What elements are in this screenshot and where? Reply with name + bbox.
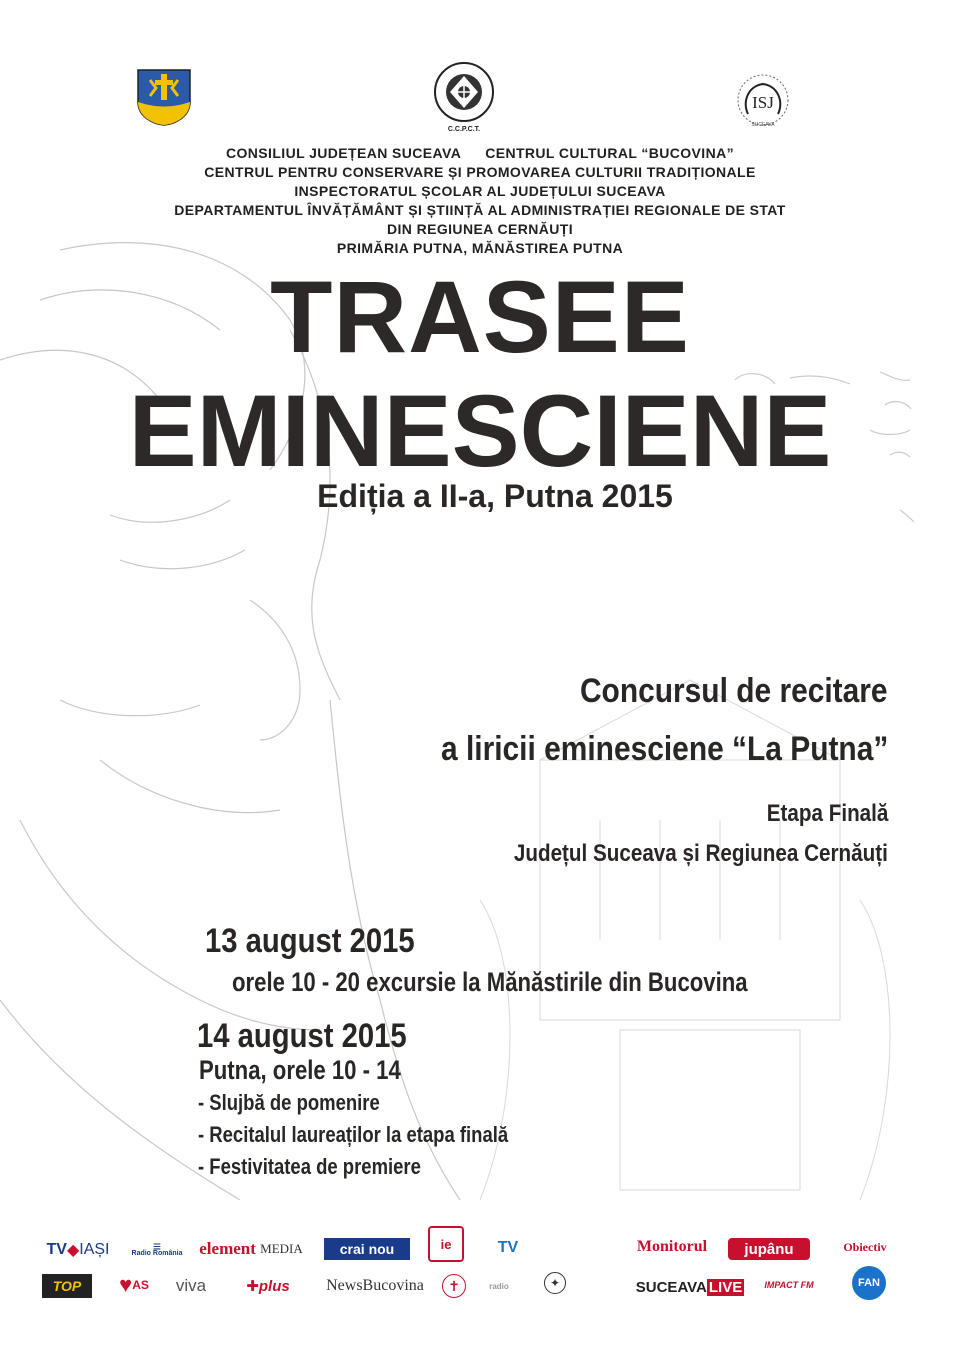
sponsor-tvr-mark: TV	[46, 1241, 67, 1258]
sponsor-element-media	[192, 1238, 310, 1260]
organizer-conservation-center: CENTRUL PENTRU CONSERVARE ȘI PROMOVAREA CULTURII TRADIȚIONALE	[204, 164, 756, 180]
title-line-1: TRASEE	[270, 260, 690, 374]
sponsor-tvr-iasi	[42, 1238, 114, 1262]
radio-waves-icon: ≡	[152, 1238, 162, 1254]
title-line-2: EMINESCIENE	[128, 374, 832, 488]
activity-item: - Recitalul laureaților la etapa finală	[198, 1122, 509, 1147]
organizer-cultural-center: CENTRUL CULTURAL “BUCOVINA”	[485, 145, 734, 161]
organizers-header	[0, 144, 960, 258]
day-2-date: 14 august 2015	[197, 1017, 407, 1055]
sponsor-tv: TV	[497, 1239, 519, 1256]
sponsor-church-logo: ✝	[442, 1274, 466, 1298]
sponsor-live-label: LIVE	[708, 1278, 743, 1296]
sponsor-as	[116, 1270, 152, 1300]
sponsor-monitorul: Monitorul	[636, 1238, 708, 1255]
day-2-place: Putna, orele 10 - 14	[199, 1055, 401, 1085]
organizer-region: DIN REGIUNEA CERNĂUȚI	[387, 221, 573, 237]
activity-item: - Slujbă de pomenire	[198, 1090, 380, 1115]
contest-subtitle: a liricii eminesciene “La Putna”	[440, 730, 888, 768]
sponsor-seal-logo: ✦	[544, 1272, 566, 1294]
sponsor-as-label: AS	[132, 1278, 149, 1292]
organizer-county-council: CONSILIUL JUDEȚEAN SUCEAVA	[226, 145, 462, 161]
sponsor-tvr-arrow: ◆	[66, 1242, 80, 1259]
coat-of-arms-logo	[136, 68, 192, 126]
sponsor-tvr-city: IAȘI	[79, 1241, 110, 1258]
sponsor-radio-small: radio	[489, 1281, 509, 1291]
organizer-putna: PRIMĂRIA PUTNA, MĂNĂSTIREA PUTNA	[336, 240, 624, 256]
cultural-center-logo	[424, 58, 504, 134]
contest-region: Județul Suceava și Regiunea Cernăuți	[514, 840, 888, 867]
sponsor-fan: FAN	[852, 1266, 886, 1300]
organizer-school-inspectorate: INSPECTORATUL ȘCOLAR AL JUDEȚULUI SUCEAVA	[294, 183, 666, 199]
contest-stage: Etapa Finală	[766, 800, 888, 827]
edition-subtitle: Ediția a II-a, Putna 2015	[317, 478, 673, 514]
sponsor-viva: viva	[175, 1276, 207, 1295]
sponsor-suceava-label: SUCEAVA	[635, 1278, 707, 1296]
sponsor-ie: ie	[428, 1226, 464, 1262]
day-1-details: orele 10 - 20 excursie la Mănăstirile din Bucovina	[232, 967, 748, 997]
sponsor-suceava-live	[636, 1276, 744, 1298]
sponsor-jupanu: jupânu	[728, 1238, 810, 1260]
sponsor-obiectiv: Obiectiv	[843, 1239, 887, 1254]
activity-item: - Festivitatea de premiere	[198, 1154, 421, 1179]
isj-mark: ISJ	[752, 93, 774, 112]
isj-caption: SUCEAVA	[751, 122, 775, 128]
sponsor-plus-icon: ✚	[246, 1278, 259, 1295]
cultural-center-caption: C.C.P.C.T.	[447, 126, 481, 133]
sponsor-tv-plus	[232, 1274, 304, 1298]
heart-icon: ♥	[119, 1272, 133, 1297]
sponsor-newsbucovina: NewsBucovina	[326, 1277, 424, 1294]
sponsor-radio-label: Radio România	[131, 1250, 183, 1257]
sponsor-crai-nou: crai nou	[324, 1238, 410, 1260]
isj-logo	[730, 72, 796, 130]
contest-title: Concursul de recitare	[580, 672, 888, 710]
organizer-education-department: DEPARTAMENTUL ÎNVĂȚĂMÂNT ȘI ȘTIINȚĂ AL ADMINISTRAȚIEI REGIONALE DE STAT	[174, 202, 786, 218]
sponsor-impact-fm: IMPACT FM	[764, 1280, 814, 1290]
day-1-date: 13 august 2015	[205, 922, 415, 960]
sponsor-plus-label: plus	[258, 1277, 290, 1295]
sponsor-radio-romania	[128, 1238, 186, 1262]
sponsor-element-mark: element	[199, 1239, 256, 1258]
sponsor-top: TOP	[42, 1274, 92, 1298]
sponsor-element-media-label: MEDIA	[260, 1241, 303, 1256]
